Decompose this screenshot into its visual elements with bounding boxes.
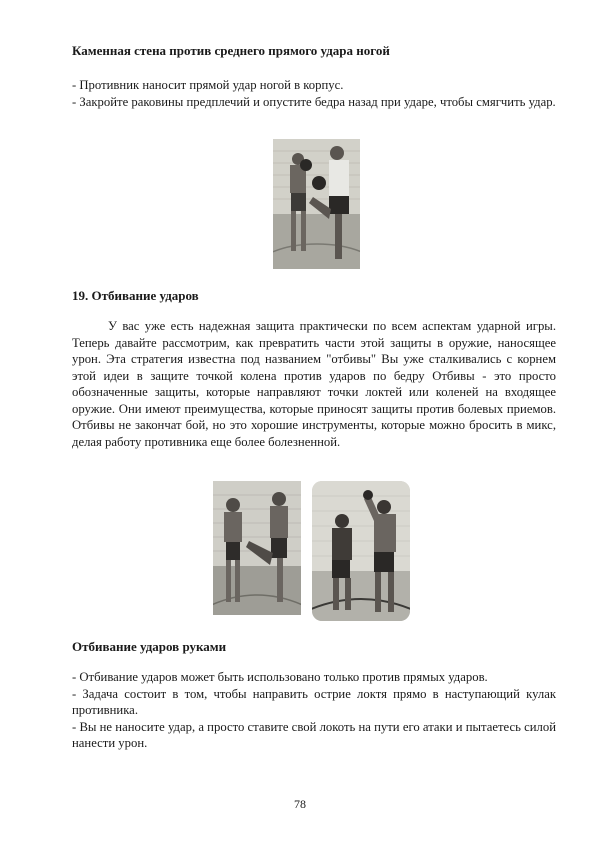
section-heading-hand-parries: Отбивание ударов руками (72, 639, 227, 654)
section-heading-parries: 19. Отбивание ударов (72, 288, 199, 303)
photo-kick-block-illustration (273, 139, 360, 269)
photo-knee-block (213, 481, 301, 615)
stone-wall-instructions (72, 77, 556, 110)
hand-parries-instructions (72, 669, 556, 752)
photo-knee-block-illustration (213, 481, 301, 615)
section-heading-stone-wall: Каменная стена против среднего прямого удара ногой (72, 43, 390, 58)
paragraph-text: У вас уже есть надежная защита практически по всем аспектам ударной игры. Теперь давайте рассмотрим, как превратить части этой защиты в оружие, наносящее урон. Эта стратегия известна под названием "отбивы" Вы уже сталкивались с корнем этой идеи в защите точкой колена против ударов по бедру Отбивы - это просто обозначенные защиты, которые направляют точки локтей или коленей на входящее оружие. Они имеют преимущества, которые приносят защиты против болевых приемов. Отбивы не закончат бой, но это хорошие инструменты, которые можно бросить в микс, делая работу противника еще более болезненной. (72, 319, 556, 449)
page-number: 78 (294, 797, 306, 811)
instruction-line: - Закройте раковины предплечий и опустите бедра назад при ударе, чтобы смягчить удар. (72, 94, 556, 109)
photo-elbow-parry-illustration (312, 481, 410, 621)
parries-paragraph (72, 318, 556, 450)
photo-elbow-parry (312, 481, 410, 621)
instruction-line: - Противник наносит прямой удар ногой в корпус. (72, 78, 344, 92)
instruction-line: - Задача состоит в том, чтобы направить острие локтя прямо в наступающий кулак противника. (72, 686, 556, 717)
instruction-line: - Вы не наносите удар, а просто ставите свой локоть на пути его атаки и пытаетесь силой нанести урон. (72, 719, 556, 750)
instruction-line: - Отбивание ударов может быть использовано только против прямых ударов. (72, 670, 488, 684)
photo-kick-block (273, 139, 360, 269)
